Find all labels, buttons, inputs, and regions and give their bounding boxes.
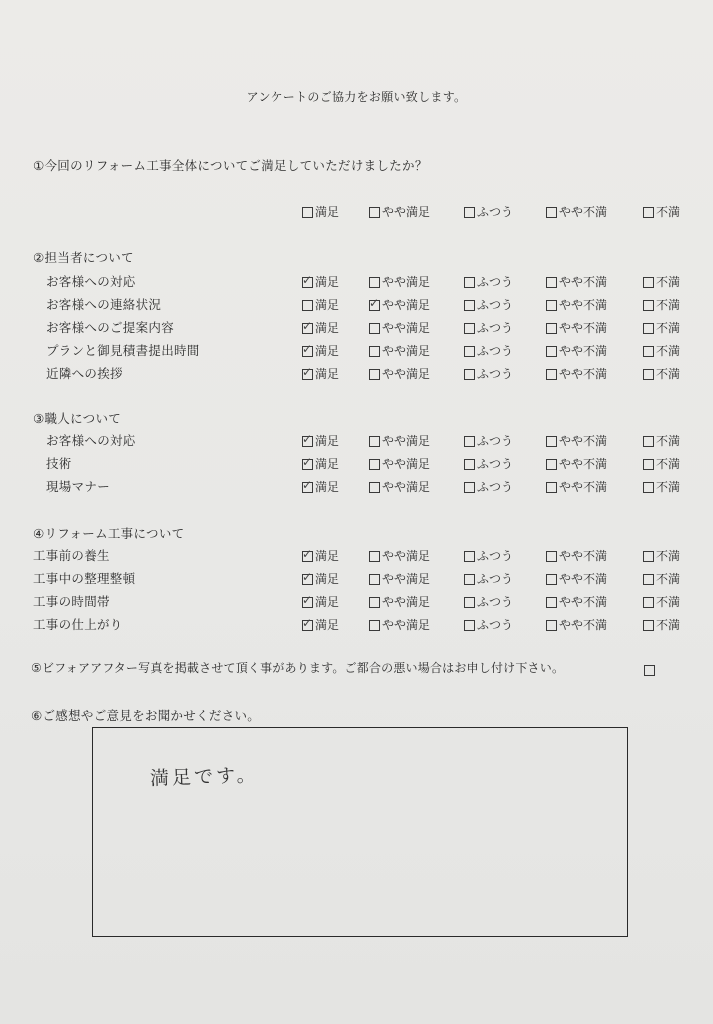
option-label: やや不満 bbox=[559, 344, 608, 358]
q2-row-5-option-satisfied[interactable] bbox=[302, 367, 339, 382]
q3-item-label: お客様への対応 bbox=[46, 433, 136, 448]
q3-row-1-option-dissatisfied[interactable] bbox=[643, 434, 680, 449]
check-mark-icon: ✓ bbox=[302, 432, 313, 446]
option-label: 不満 bbox=[656, 618, 681, 632]
q3-row-1-option-neutral[interactable] bbox=[464, 434, 513, 449]
option-label: ふつう bbox=[477, 549, 514, 563]
checkbox[interactable] bbox=[369, 620, 380, 631]
option-label: やや不満 bbox=[559, 205, 608, 219]
option-label: ふつう bbox=[477, 298, 514, 312]
check-mark-icon: ✓ bbox=[369, 296, 380, 310]
checkbox[interactable] bbox=[643, 277, 654, 288]
option-label: 満足 bbox=[315, 572, 340, 586]
option-label: やや不満 bbox=[559, 457, 608, 471]
checkbox[interactable] bbox=[643, 574, 654, 585]
checkbox[interactable] bbox=[464, 482, 475, 493]
q2-item-label: お客様への連絡状況 bbox=[46, 297, 162, 312]
checkbox[interactable] bbox=[464, 277, 475, 288]
checkbox[interactable] bbox=[546, 620, 557, 631]
option-label: やや満足 bbox=[382, 549, 431, 563]
q4-row-1-option-somewhat-dissatisfied[interactable] bbox=[546, 549, 607, 564]
checkbox[interactable] bbox=[302, 570, 313, 585]
checkbox[interactable] bbox=[643, 346, 654, 357]
option-label: やや不満 bbox=[559, 595, 608, 609]
checkbox[interactable] bbox=[369, 277, 380, 288]
option-label: 満足 bbox=[315, 595, 340, 609]
q4-item-label: 工事中の整理整頓 bbox=[33, 571, 136, 586]
q2-label: ②担当者について bbox=[33, 250, 134, 265]
checkbox[interactable] bbox=[464, 597, 475, 608]
q2-row-2-option-somewhat-dissatisfied[interactable] bbox=[546, 298, 607, 313]
option-label: 満足 bbox=[315, 205, 340, 219]
option-label: ふつう bbox=[477, 367, 514, 381]
option-label: 不満 bbox=[656, 275, 681, 289]
q1-label: ①今回のリフォーム工事全体についてご満足していただけましたか？ bbox=[33, 158, 428, 173]
checkbox[interactable] bbox=[546, 369, 557, 380]
q2-row-5-option-dissatisfied[interactable] bbox=[643, 367, 680, 382]
q4-row-3-option-neutral[interactable] bbox=[464, 595, 513, 610]
option-label: 不満 bbox=[656, 480, 681, 494]
option-label: やや満足 bbox=[382, 480, 431, 494]
checkbox[interactable] bbox=[302, 616, 313, 631]
checkbox[interactable] bbox=[302, 478, 313, 493]
q3-row-3-option-somewhat-dissatisfied[interactable] bbox=[546, 480, 607, 495]
q3-row-2-option-dissatisfied[interactable] bbox=[643, 457, 680, 472]
checkbox[interactable] bbox=[302, 365, 313, 380]
q2-row-4-option-neutral[interactable] bbox=[464, 344, 513, 359]
checkbox[interactable] bbox=[369, 323, 380, 334]
checkbox[interactable] bbox=[464, 207, 475, 218]
option-label: やや満足 bbox=[382, 275, 431, 289]
q2-row-5-option-neutral[interactable] bbox=[464, 367, 513, 382]
q2-row-3-option-neutral[interactable] bbox=[464, 321, 513, 336]
checkbox[interactable] bbox=[464, 620, 475, 631]
q4-row-3-option-somewhat-dissatisfied[interactable] bbox=[546, 595, 607, 610]
checkbox[interactable] bbox=[546, 574, 557, 585]
q3-row-1-option-somewhat-satisfied[interactable] bbox=[369, 434, 430, 449]
checkbox[interactable] bbox=[302, 593, 313, 608]
option-label: やや満足 bbox=[382, 205, 431, 219]
q4-item-label: 工事前の養生 bbox=[33, 548, 110, 563]
q1-option-satisfied[interactable] bbox=[302, 205, 339, 220]
q1-option-somewhat-dissatisfied[interactable] bbox=[546, 205, 607, 220]
q4-label: ④リフォーム工事について bbox=[33, 526, 185, 541]
option-label: やや不満 bbox=[559, 572, 608, 586]
checkbox[interactable] bbox=[464, 346, 475, 357]
option-label: 不満 bbox=[656, 367, 681, 381]
checkbox[interactable] bbox=[302, 547, 313, 562]
option-label: やや満足 bbox=[382, 321, 431, 335]
q6-label: ⑥ご感想やご意見をお聞かせください。 bbox=[31, 708, 261, 723]
q3-row-3-option-dissatisfied[interactable] bbox=[643, 480, 680, 495]
checkbox[interactable] bbox=[643, 207, 654, 218]
q4-row-2-option-satisfied[interactable] bbox=[302, 572, 339, 587]
option-label: やや満足 bbox=[382, 457, 431, 471]
checkbox[interactable] bbox=[643, 300, 654, 311]
q4-item-label: 工事の仕上がり bbox=[33, 617, 123, 632]
q2-row-1-option-satisfied[interactable] bbox=[302, 275, 339, 290]
option-label: やや満足 bbox=[382, 572, 431, 586]
checkbox[interactable] bbox=[464, 369, 475, 380]
q4-row-4-option-somewhat-dissatisfied[interactable] bbox=[546, 618, 607, 633]
q2-row-3-option-somewhat-dissatisfied[interactable] bbox=[546, 321, 607, 336]
q2-row-2-option-somewhat-satisfied[interactable] bbox=[369, 298, 430, 313]
option-label: 不満 bbox=[656, 344, 681, 358]
check-mark-icon: ✓ bbox=[302, 616, 313, 630]
q2-row-3-option-satisfied[interactable] bbox=[302, 321, 339, 336]
check-mark-icon: ✓ bbox=[302, 273, 313, 287]
option-label: 満足 bbox=[315, 344, 340, 358]
option-label: 不満 bbox=[656, 457, 681, 471]
checkbox[interactable] bbox=[643, 369, 654, 380]
option-label: 満足 bbox=[315, 434, 340, 448]
option-label: 不満 bbox=[656, 595, 681, 609]
option-label: 不満 bbox=[656, 549, 681, 563]
check-mark-icon: ✓ bbox=[302, 365, 313, 379]
option-label: 満足 bbox=[315, 457, 340, 471]
option-label: ふつう bbox=[477, 595, 514, 609]
option-label: ふつう bbox=[477, 480, 514, 494]
option-label: ふつう bbox=[477, 275, 514, 289]
q5-label: ⑤ビフォアアフター写真を掲載させて頂く事があります。ご都合の悪い場合はお申し付け下さい。 bbox=[31, 661, 565, 675]
checkbox[interactable] bbox=[464, 323, 475, 334]
check-mark-icon: ✓ bbox=[302, 547, 313, 561]
q3-row-2-option-somewhat-satisfied[interactable] bbox=[369, 457, 430, 472]
checkbox[interactable] bbox=[464, 459, 475, 470]
option-label: 不満 bbox=[656, 205, 681, 219]
check-mark-icon: ✓ bbox=[302, 319, 313, 333]
option-label: やや満足 bbox=[382, 367, 431, 381]
check-mark-icon: ✓ bbox=[302, 478, 313, 492]
option-label: やや満足 bbox=[382, 298, 431, 312]
option-label: ふつう bbox=[477, 572, 514, 586]
checkbox[interactable] bbox=[643, 459, 654, 470]
q3-item-label: 現場マナー bbox=[46, 479, 111, 494]
option-label: やや不満 bbox=[559, 549, 608, 563]
q4-row-4-option-neutral[interactable] bbox=[464, 618, 513, 633]
option-label: 満足 bbox=[315, 618, 340, 632]
option-label: 満足 bbox=[315, 480, 340, 494]
checkbox[interactable] bbox=[546, 551, 557, 562]
checkbox[interactable] bbox=[464, 436, 475, 447]
option-label: 満足 bbox=[315, 549, 340, 563]
q2-row-3-option-dissatisfied[interactable] bbox=[643, 321, 680, 336]
checkbox[interactable] bbox=[369, 296, 380, 311]
checkbox[interactable] bbox=[369, 597, 380, 608]
survey-title: アンケートのご協力をお願い致します。 bbox=[246, 90, 467, 104]
checkbox[interactable] bbox=[546, 207, 557, 218]
handwritten-comment: 満足です。 bbox=[149, 764, 259, 790]
q4-row-3-option-satisfied[interactable] bbox=[302, 595, 339, 610]
checkbox[interactable] bbox=[369, 207, 380, 218]
q3-row-2-option-neutral[interactable] bbox=[464, 457, 513, 472]
checkbox[interactable] bbox=[369, 482, 380, 493]
checkbox[interactable] bbox=[464, 574, 475, 585]
q4-row-4-option-dissatisfied[interactable] bbox=[643, 618, 680, 633]
checkbox[interactable] bbox=[643, 323, 654, 334]
q2-row-2-option-satisfied[interactable] bbox=[302, 298, 339, 313]
checkbox[interactable] bbox=[643, 620, 654, 631]
option-label: やや不満 bbox=[559, 298, 608, 312]
q2-row-1-option-somewhat-dissatisfied[interactable] bbox=[546, 275, 607, 290]
checkbox[interactable] bbox=[302, 342, 313, 357]
q2-row-5-option-somewhat-satisfied[interactable] bbox=[369, 367, 430, 382]
q2-row-4-option-somewhat-satisfied[interactable] bbox=[369, 344, 430, 359]
option-label: 満足 bbox=[315, 275, 340, 289]
checkbox[interactable] bbox=[546, 300, 557, 311]
checkbox[interactable] bbox=[302, 432, 313, 447]
checkbox[interactable] bbox=[369, 551, 380, 562]
option-label: やや不満 bbox=[559, 367, 608, 381]
checkbox[interactable] bbox=[369, 574, 380, 585]
q2-item-label: プランと御見積書提出時間 bbox=[46, 343, 200, 358]
option-label: 満足 bbox=[315, 367, 340, 381]
checkbox[interactable] bbox=[546, 346, 557, 357]
q4-row-3-option-dissatisfied[interactable] bbox=[643, 595, 680, 610]
option-label: やや不満 bbox=[559, 480, 608, 494]
checkbox[interactable] bbox=[643, 597, 654, 608]
q4-row-2-option-somewhat-dissatisfied[interactable] bbox=[546, 572, 607, 587]
q4-row-1-option-satisfied[interactable] bbox=[302, 549, 339, 564]
option-label: 不満 bbox=[656, 321, 681, 335]
option-label: 不満 bbox=[656, 572, 681, 586]
q2-item-label: お客様への対応 bbox=[46, 274, 136, 289]
q2-item-label: 近隣への挨拶 bbox=[46, 366, 123, 381]
q1-option-dissatisfied[interactable] bbox=[643, 205, 680, 220]
checkbox[interactable] bbox=[546, 277, 557, 288]
check-mark-icon: ✓ bbox=[302, 342, 313, 356]
q3-row-1-option-somewhat-dissatisfied[interactable] bbox=[546, 434, 607, 449]
q2-row-4-option-satisfied[interactable] bbox=[302, 344, 339, 359]
q2-row-2-option-dissatisfied[interactable] bbox=[643, 298, 680, 313]
option-label: ふつう bbox=[477, 457, 514, 471]
q2-row-1-option-somewhat-satisfied[interactable] bbox=[369, 275, 430, 290]
checkbox[interactable] bbox=[302, 207, 313, 218]
option-label: ふつう bbox=[477, 321, 514, 335]
option-label: やや不満 bbox=[559, 321, 608, 335]
q4-row-1-option-neutral[interactable] bbox=[464, 549, 513, 564]
option-label: ふつう bbox=[477, 618, 514, 632]
q2-row-1-option-dissatisfied[interactable] bbox=[643, 275, 680, 290]
checkbox[interactable] bbox=[643, 482, 654, 493]
checkbox[interactable] bbox=[546, 459, 557, 470]
checkbox[interactable] bbox=[643, 551, 654, 562]
checkbox[interactable] bbox=[369, 436, 380, 447]
checkbox[interactable] bbox=[546, 323, 557, 334]
option-label: やや満足 bbox=[382, 344, 431, 358]
q2-item-label: お客様へのご提案内容 bbox=[46, 320, 175, 335]
check-mark-icon: ✓ bbox=[302, 570, 313, 584]
checkbox[interactable] bbox=[302, 319, 313, 334]
check-mark-icon: ✓ bbox=[302, 455, 313, 469]
q3-row-1-option-satisfied[interactable] bbox=[302, 434, 339, 449]
q3-row-2-option-satisfied[interactable] bbox=[302, 457, 339, 472]
q1-option-neutral[interactable] bbox=[464, 205, 513, 220]
q2-row-5-option-somewhat-dissatisfied[interactable] bbox=[546, 367, 607, 382]
q3-row-3-option-satisfied[interactable] bbox=[302, 480, 339, 495]
checkbox[interactable] bbox=[546, 482, 557, 493]
q2-row-4-option-dissatisfied[interactable] bbox=[643, 344, 680, 359]
checkbox[interactable] bbox=[302, 455, 313, 470]
q3-item-label: 技術 bbox=[46, 456, 72, 471]
option-label: 不満 bbox=[656, 434, 681, 448]
option-label: やや満足 bbox=[382, 434, 431, 448]
option-label: やや満足 bbox=[382, 595, 431, 609]
q3-row-2-option-somewhat-dissatisfied[interactable] bbox=[546, 457, 607, 472]
checkbox[interactable] bbox=[369, 459, 380, 470]
q4-row-4-option-satisfied[interactable] bbox=[302, 618, 339, 633]
q2-row-2-option-neutral[interactable] bbox=[464, 298, 513, 313]
option-label: 満足 bbox=[315, 298, 340, 312]
option-label: 不満 bbox=[656, 298, 681, 312]
option-label: ふつう bbox=[477, 434, 514, 448]
checkbox[interactable] bbox=[302, 273, 313, 288]
option-label: やや不満 bbox=[559, 275, 608, 289]
q3-row-3-option-somewhat-satisfied[interactable] bbox=[369, 480, 430, 495]
q5-checkbox[interactable] bbox=[644, 665, 655, 676]
q4-row-1-option-somewhat-satisfied[interactable] bbox=[369, 549, 430, 564]
checkbox[interactable] bbox=[302, 300, 313, 311]
option-label: ふつう bbox=[477, 205, 514, 219]
checkbox[interactable] bbox=[546, 436, 557, 447]
checkbox[interactable] bbox=[546, 597, 557, 608]
option-label: やや満足 bbox=[382, 618, 431, 632]
check-mark-icon: ✓ bbox=[302, 593, 313, 607]
q4-row-2-option-dissatisfied[interactable] bbox=[643, 572, 680, 587]
q3-label: ③職人について bbox=[33, 411, 122, 426]
q4-row-2-option-somewhat-satisfied[interactable] bbox=[369, 572, 430, 587]
checkbox[interactable] bbox=[369, 369, 380, 380]
q2-row-3-option-somewhat-satisfied[interactable] bbox=[369, 321, 430, 336]
checkbox[interactable] bbox=[464, 551, 475, 562]
checkbox[interactable] bbox=[643, 436, 654, 447]
q4-item-label: 工事の時間帯 bbox=[33, 594, 110, 609]
q1-option-somewhat-satisfied[interactable] bbox=[369, 205, 430, 220]
option-label: ふつう bbox=[477, 344, 514, 358]
q4-row-3-option-somewhat-satisfied[interactable] bbox=[369, 595, 430, 610]
q4-row-1-option-dissatisfied[interactable] bbox=[643, 549, 680, 564]
q2-row-4-option-somewhat-dissatisfied[interactable] bbox=[546, 344, 607, 359]
option-label: 満足 bbox=[315, 321, 340, 335]
q4-row-2-option-neutral[interactable] bbox=[464, 572, 513, 587]
checkbox[interactable] bbox=[464, 300, 475, 311]
option-label: やや不満 bbox=[559, 434, 608, 448]
option-label: やや不満 bbox=[559, 618, 608, 632]
q2-row-1-option-neutral[interactable] bbox=[464, 275, 513, 290]
comment-box[interactable] bbox=[92, 727, 628, 937]
q3-row-3-option-neutral[interactable] bbox=[464, 480, 513, 495]
checkbox[interactable] bbox=[369, 346, 380, 357]
q4-row-4-option-somewhat-satisfied[interactable] bbox=[369, 618, 430, 633]
